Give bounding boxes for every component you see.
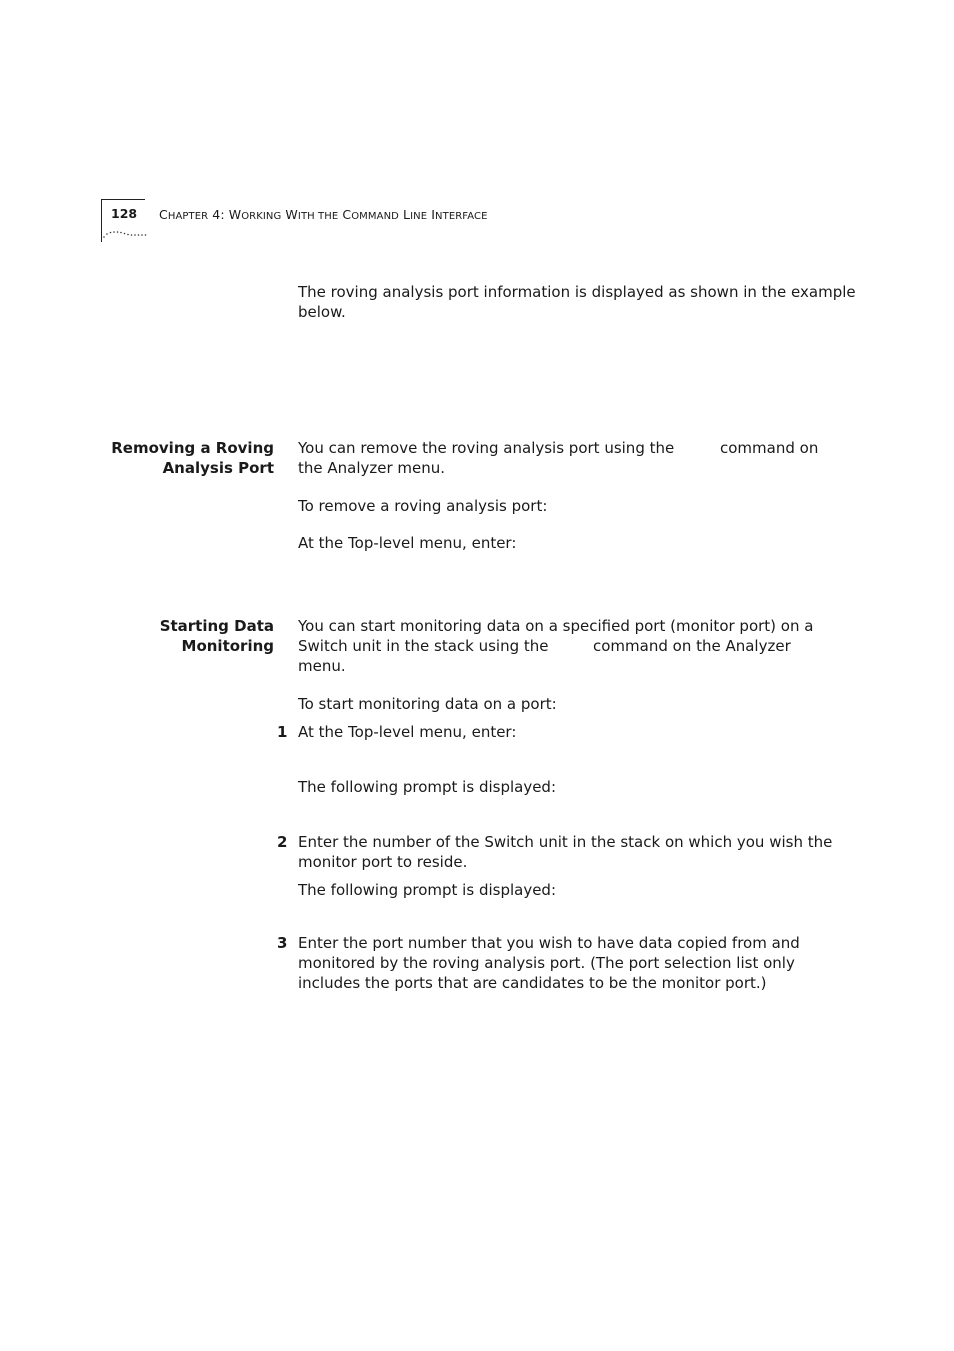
- removing-line-2: the Analyzer menu.: [298, 459, 446, 477]
- starting-line-2a: Switch unit in the stack using the: [298, 637, 549, 655]
- removing-instruction: To remove a roving analysis port:: [298, 497, 548, 515]
- step-number: 1: [277, 723, 288, 741]
- step-text: Enter the port number that you wish to have data copied from and monitored by the roving analysis port. (The port selection list only includes the ports that are candidates to be the monitor port.): [298, 934, 800, 992]
- running-head: CHAPTER 4: WORKING WITH THE COMMAND LINE INTERFACE: [159, 207, 488, 222]
- starting-instruction: To start monitoring data on a port:: [298, 695, 557, 713]
- step-number: 3: [277, 934, 288, 952]
- step-text: At the Top-level menu, enter:: [298, 723, 517, 741]
- prompt-note: The following prompt is displayed:: [298, 778, 557, 796]
- step-number: 2: [277, 833, 288, 851]
- intro-line: below.: [298, 303, 346, 321]
- page-number: 128: [111, 206, 138, 221]
- section-heading-removing: Removing a Roving Analysis Port: [111, 439, 274, 477]
- starting-line-1: You can start monitoring data on a specified port (monitor port) on a: [298, 617, 814, 635]
- prompt-note: The following prompt is displayed:: [298, 881, 557, 899]
- dotted-ornament: [103, 229, 147, 239]
- intro-paragraph: [298, 282, 856, 322]
- step-text: Enter the number of the Switch unit in the stack on which you wish the monitor port to reside.: [298, 833, 833, 871]
- removing-line-1b: command on: [720, 439, 819, 457]
- starting-line-3: menu.: [298, 657, 346, 675]
- section-heading-starting: Starting Data Monitoring: [159, 617, 274, 655]
- removing-line-1a: You can remove the roving analysis port using the: [298, 439, 675, 457]
- intro-line: The roving analysis port information is displayed as shown in the example: [298, 283, 856, 301]
- removing-step: At the Top-level menu, enter:: [298, 534, 517, 552]
- starting-line-2b: command on the Analyzer: [593, 637, 791, 655]
